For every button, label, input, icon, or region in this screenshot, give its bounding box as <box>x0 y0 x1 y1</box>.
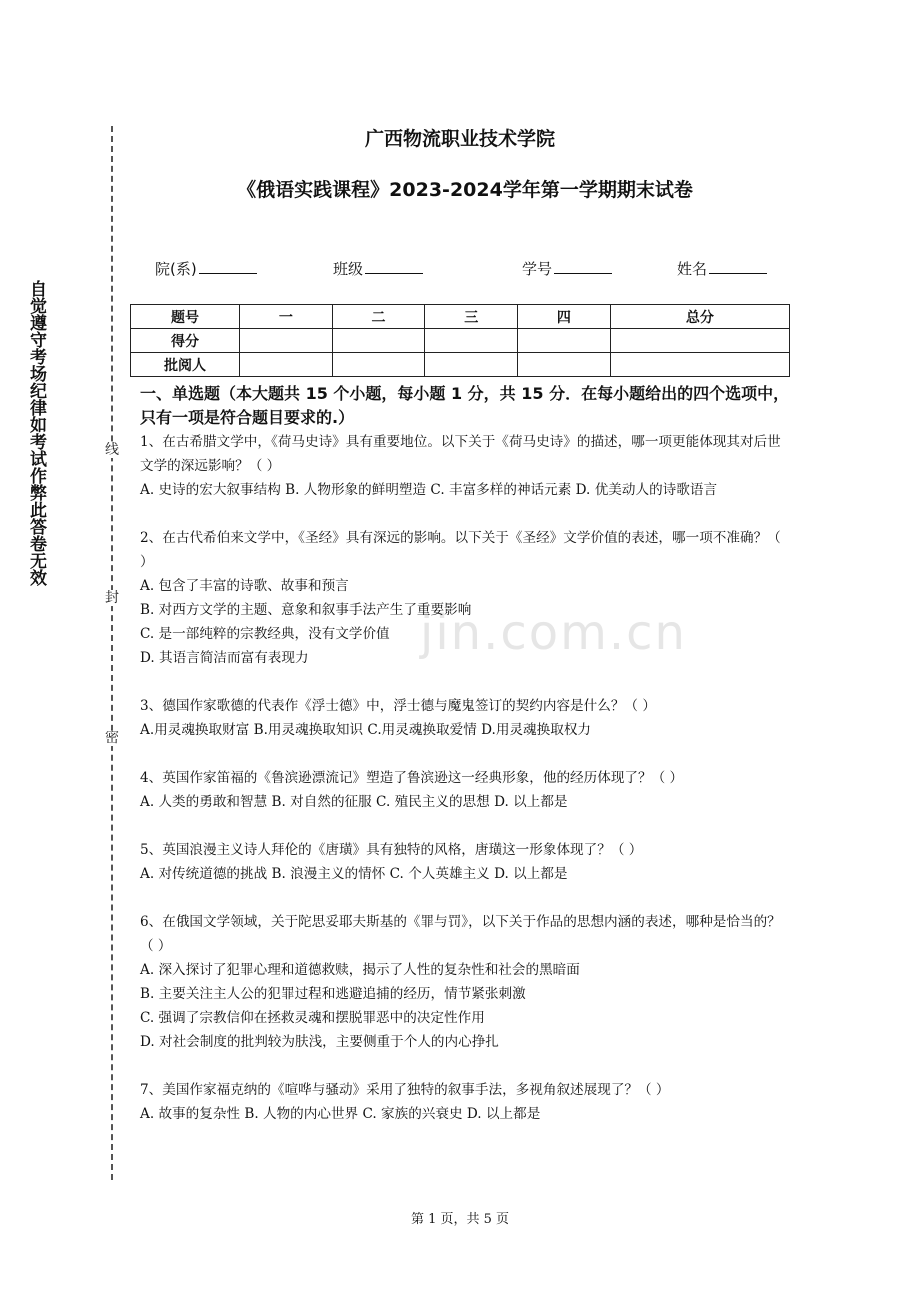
question-option: C. 是一部纯粹的宗教经典，没有文学价值 <box>140 626 390 642</box>
exam-title: 《俄语实践课程》2023-2024学年第一学期期末试卷 <box>237 179 693 201</box>
reviewer-cell[interactable] <box>240 353 333 377</box>
question-4 <box>140 766 785 814</box>
info-class[interactable]: 班级 <box>333 258 423 279</box>
score-cell[interactable] <box>332 329 425 353</box>
score-cell[interactable] <box>240 329 333 353</box>
reviewer-cell[interactable] <box>518 353 611 377</box>
reviewer-cell[interactable] <box>425 353 518 377</box>
question-2 <box>140 526 785 670</box>
question-1 <box>140 430 785 502</box>
question-option: A. 人类的勇敢和智慧 B. 对自然的征服 C. 殖民主义的思想 D. 以上都是 <box>140 794 568 810</box>
question-stem: 4、英国作家笛福的《鲁滨逊漂流记》塑造了鲁滨逊这一经典形象，他的经历体现了？（ ） <box>140 770 684 786</box>
question-option: A. 故事的复杂性 B. 人物的内心世界 C. 家族的兴衰史 D. 以上都是 <box>140 1106 541 1122</box>
question-stem: 7、美国作家福克纳的《喧哗与骚动》采用了独特的叙事手法，多视角叙述展现了？（ ） <box>140 1082 670 1098</box>
score-header-cell: 四 <box>518 305 611 329</box>
reviewer-row-label: 批阅人 <box>131 353 240 377</box>
score-header-cell: 三 <box>425 305 518 329</box>
page-footer: 第 1 页，共 5 页 <box>410 1212 510 1227</box>
question-option: A. 深入探讨了犯罪心理和道德救赎，揭示了人性的复杂性和社会的黑暗面 <box>140 962 580 978</box>
question-option: B. 主要关注主人公的犯罪过程和逃避追捕的经历，情节紧张刺激 <box>140 986 526 1002</box>
seal-char-seal: 封 <box>105 590 119 606</box>
question-stem: 5、英国浪漫主义诗人拜伦的《唐璜》具有独特的风格，唐璜这一形象体现了？（ ） <box>140 842 643 858</box>
score-header-cell: 总分 <box>610 305 789 329</box>
seal-char-line: 线 <box>105 442 119 458</box>
score-table-header <box>131 305 790 329</box>
score-row-label: 得分 <box>131 329 240 353</box>
question-option: A. 史诗的宏大叙事结构 B. 人物形象的鲜明塑造 C. 丰富多样的神话元素 D. 优美动人的诗歌语言 <box>140 482 718 498</box>
reviewer-row <box>131 353 790 377</box>
question-7 <box>140 1078 785 1126</box>
question-option: B. 对西方文学的主题、意象和叙事手法产生了重要影响 <box>140 602 472 618</box>
score-cell[interactable] <box>425 329 518 353</box>
score-cell[interactable] <box>518 329 611 353</box>
info-name[interactable]: 姓名 <box>677 258 767 279</box>
info-student-id[interactable]: 学号 <box>522 258 612 279</box>
reviewer-cell[interactable] <box>332 353 425 377</box>
score-cell[interactable] <box>610 329 789 353</box>
question-stem: 6、在俄国文学领域，关于陀思妥耶夫斯基的《罪与罚》，以下关于作品的思想内涵的表述，哪种是恰当的？（ ） <box>140 914 781 954</box>
question-option: D. 其语言简洁而富有表现力 <box>140 650 309 666</box>
seal-char-secret: 密 <box>105 730 119 746</box>
question-3 <box>140 694 785 742</box>
info-department[interactable]: 院(系) <box>155 258 257 279</box>
score-table <box>130 304 790 377</box>
score-row <box>131 329 790 353</box>
question-option: A. 包含了丰富的诗歌、故事和预言 <box>140 578 349 594</box>
question-list <box>140 430 785 1126</box>
question-option: A. 对传统道德的挑战 B. 浪漫主义的情怀 C. 个人英雄主义 D. 以上都是 <box>140 866 568 882</box>
reviewer-cell[interactable] <box>610 353 789 377</box>
exam-rule-note: 自觉遵守考场纪律如考试作弊此答卷无效 <box>26 280 46 586</box>
question-stem: 3、德国作家歌德的代表作《浮士德》中，浮士德与魔鬼签订的契约内容是什么？（ ） <box>140 698 656 714</box>
score-header-cell: 二 <box>332 305 425 329</box>
watermark: jin.com.cn <box>420 605 687 661</box>
question-option: A.用灵魂换取财富 B.用灵魂换取知识 C.用灵魂换取爱情 D.用灵魂换取权力 <box>140 722 592 738</box>
section-title: 一、单选题（本大题共 15 个小题，每小题 1 分，共 15 分．在每小题给出的四个选项中，只有一项是符合题目要求的.） <box>140 384 790 427</box>
score-header-cell: 题号 <box>131 305 240 329</box>
seal-dashed-line <box>111 126 113 1180</box>
school-name: 广西物流职业技术学院 <box>364 128 555 150</box>
question-6 <box>140 910 785 1054</box>
question-5 <box>140 838 785 886</box>
question-option: D. 对社会制度的批判较为肤浅，主要侧重于个人的内心挣扎 <box>140 1034 499 1050</box>
question-stem: 1、在古希腊文学中，《荷马史诗》具有重要地位。以下关于《荷马史诗》的描述，哪一项更能体现其对后世文学的深远影响？（ ） <box>140 434 781 474</box>
question-stem: 2、在古代希伯来文学中，《圣经》具有深远的影响。以下关于《圣经》文学价值的表述，哪一项不准确？（ ） <box>140 530 781 570</box>
question-option: C. 强调了宗教信仰在拯救灵魂和摆脱罪恶中的决定性作用 <box>140 1010 485 1026</box>
score-header-cell: 一 <box>240 305 333 329</box>
